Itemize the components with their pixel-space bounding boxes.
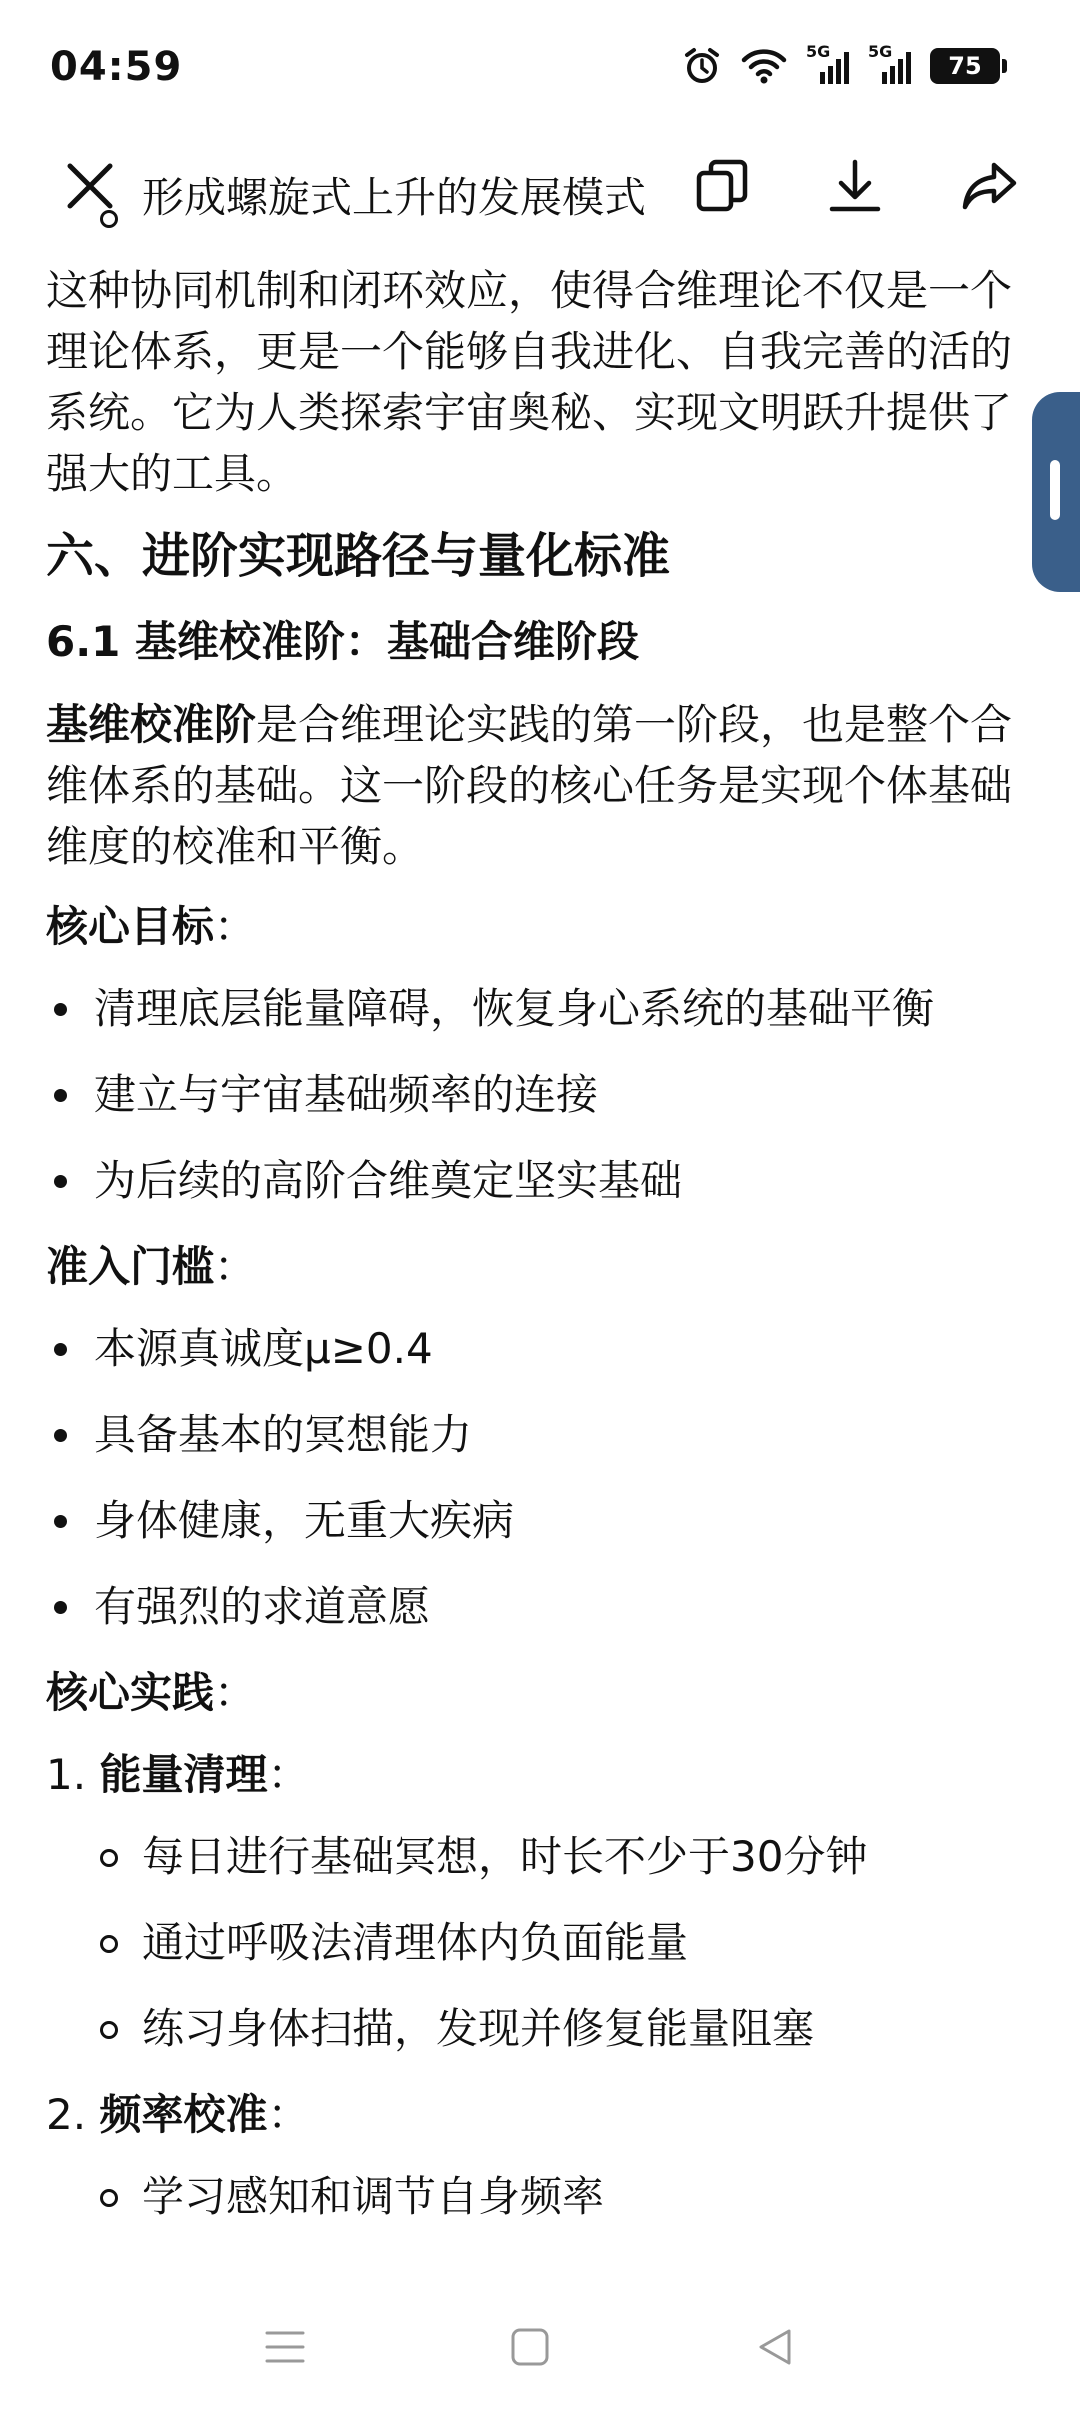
network-label-2: 5G bbox=[868, 42, 893, 61]
battery-indicator bbox=[930, 48, 1000, 84]
system-nav-bar bbox=[0, 2272, 1080, 2412]
download-icon bbox=[826, 157, 884, 215]
list-item: 每日进行基础冥想，时长不少于30分钟 bbox=[94, 1827, 1036, 1887]
list-item: 清理底层能量障碍，恢复身心系统的基础平衡 bbox=[46, 979, 1036, 1039]
network-label-1: 5G bbox=[806, 42, 831, 61]
download-button[interactable] bbox=[815, 146, 895, 226]
threshold-heading bbox=[46, 1237, 1036, 1297]
list-item: 本源真诚度μ≥0.4 bbox=[46, 1319, 1036, 1379]
home-button[interactable] bbox=[495, 2312, 565, 2382]
status-icons bbox=[682, 42, 1000, 86]
threshold-label: 准入门槛 bbox=[46, 1242, 215, 1291]
lead-bold: 基维校准阶 bbox=[46, 700, 257, 749]
article-body bbox=[46, 173, 1036, 2253]
clipped-list-text: 形成螺旋式上升的发展模式 bbox=[142, 173, 647, 222]
goals-list bbox=[46, 979, 1036, 1211]
copy-icon bbox=[693, 157, 751, 215]
practice-2-list bbox=[46, 2167, 1036, 2227]
copy-button[interactable] bbox=[682, 146, 762, 226]
practice-label: 核心实践 bbox=[46, 1668, 215, 1717]
goals-heading bbox=[46, 897, 1036, 957]
side-scroll-handle[interactable] bbox=[1032, 392, 1080, 592]
close-icon bbox=[62, 158, 118, 214]
lead-paragraph bbox=[46, 694, 1036, 877]
goals-label: 核心目标 bbox=[46, 902, 215, 951]
practice-2-number: 2. bbox=[46, 2090, 87, 2139]
menu-icon bbox=[263, 2327, 307, 2367]
practice-heading bbox=[46, 1663, 1036, 1723]
top-toolbar bbox=[0, 140, 1080, 240]
practice-1-colon: ： bbox=[267, 1750, 310, 1799]
list-item: 通过呼吸法清理体内负面能量 bbox=[94, 1913, 1036, 1973]
practice-1-number: 1. bbox=[46, 1750, 87, 1799]
section-title: 六、进阶实现路径与量化标准 bbox=[46, 528, 671, 584]
list-item: 具备基本的冥想能力 bbox=[46, 1405, 1036, 1465]
practice-1-title: 能量清理 bbox=[99, 1750, 268, 1799]
back-icon bbox=[753, 2325, 797, 2369]
practice-item-2 bbox=[46, 2085, 1036, 2145]
wifi-icon bbox=[740, 46, 788, 86]
practice-1-list bbox=[46, 1827, 1036, 2059]
status-time: 04:59 bbox=[50, 44, 183, 90]
subsection-title: 6.1 基维校准阶：基础合维阶段 bbox=[46, 617, 640, 666]
threshold-colon: ： bbox=[214, 1242, 257, 1291]
home-icon bbox=[508, 2325, 552, 2369]
list-item: 有强烈的求道意愿 bbox=[46, 1577, 1036, 1637]
status-bar bbox=[0, 0, 1080, 140]
threshold-list bbox=[46, 1319, 1036, 1637]
signal-5g-icon-2 bbox=[868, 42, 912, 86]
list-item: 建立与宇宙基础频率的连接 bbox=[46, 1065, 1036, 1125]
practice-colon: ： bbox=[214, 1668, 257, 1717]
back-button[interactable] bbox=[740, 2312, 810, 2382]
battery-level: 75 bbox=[948, 52, 982, 80]
recent-apps-button[interactable] bbox=[250, 2312, 320, 2382]
share-icon bbox=[960, 157, 1020, 215]
share-button[interactable] bbox=[950, 146, 1030, 226]
practice-2-colon: ： bbox=[267, 2090, 310, 2139]
list-item: 为后续的高阶合维奠定坚实基础 bbox=[46, 1151, 1036, 1211]
practice-item-1 bbox=[46, 1745, 1036, 1805]
alarm-icon bbox=[682, 46, 722, 86]
intro-paragraph: 这种协同机制和闭环效应，使得合维理论不仅是一个理论体系，更是一个能够自我进化、自我完善的活的系统。它为人类探索宇宙奥秘、实现文明跃升提供了强大的工具。 bbox=[46, 266, 1013, 498]
list-item: 学习感知和调节自身频率 bbox=[94, 2167, 1036, 2227]
signal-5g-icon-1 bbox=[806, 42, 850, 86]
goals-colon: ： bbox=[214, 902, 257, 951]
practice-2-title: 频率校准 bbox=[99, 2090, 268, 2139]
close-button[interactable] bbox=[50, 146, 130, 226]
article-content bbox=[0, 173, 1080, 2275]
list-item: 练习身体扫描，发现并修复能量阻塞 bbox=[94, 1999, 1036, 2059]
list-item: 身体健康，无重大疾病 bbox=[46, 1491, 1036, 1551]
lead-rest: 是合维理论实践的第一阶段，也是整个合维体系的基础。这一阶段的核心任务是实现个体基础维度的校准和平衡。 bbox=[46, 700, 1013, 871]
